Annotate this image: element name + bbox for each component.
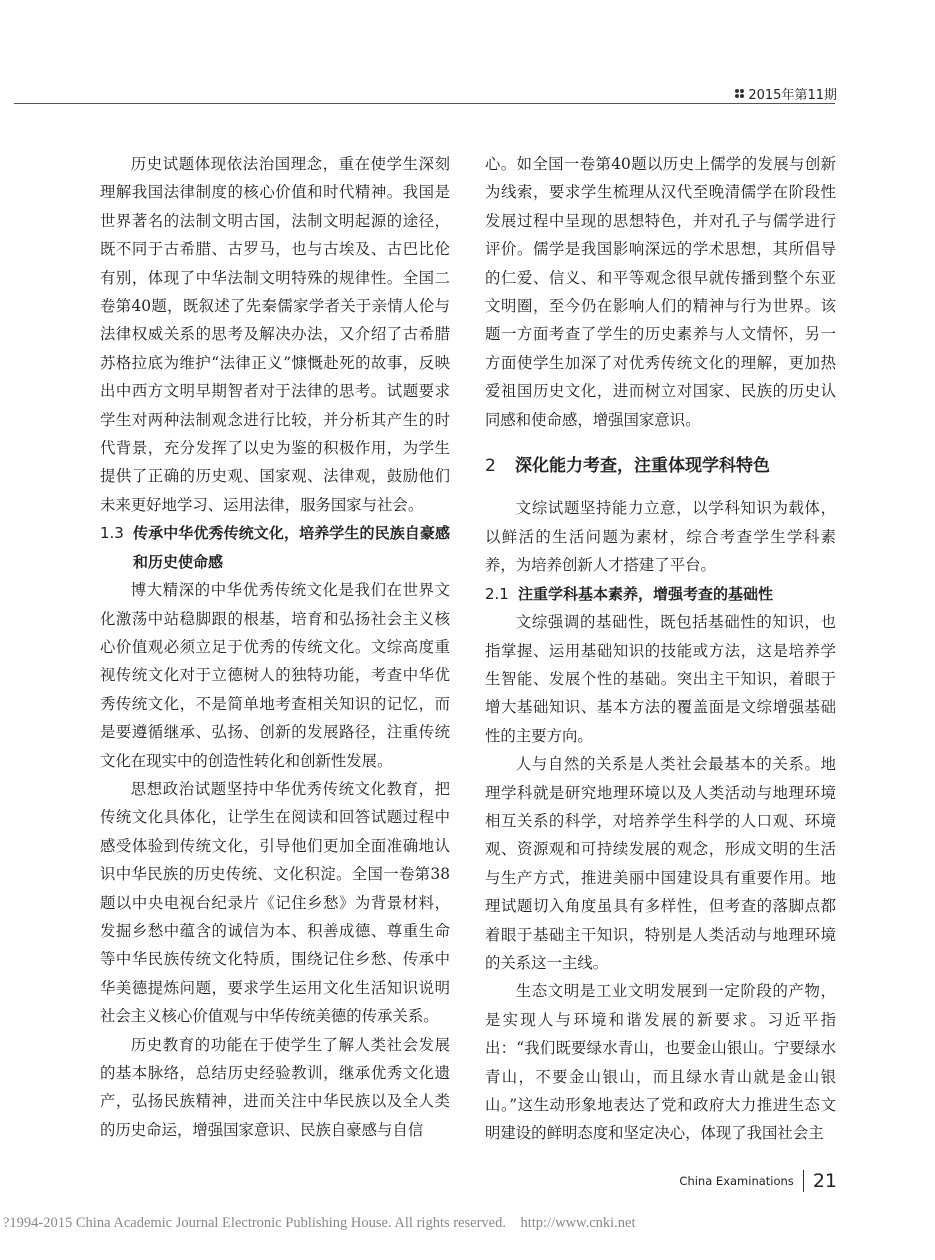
heading-number: 2: [485, 456, 496, 477]
subsection-heading-2-1: [485, 580, 836, 608]
header-rule: [14, 103, 835, 104]
left-column: [100, 150, 450, 1144]
section-heading-2: [485, 452, 836, 480]
heading-number: 2.1: [485, 584, 509, 603]
heading-title: 注重学科基本素养，增强考查的基础性: [518, 584, 774, 603]
page-footer: [679, 1170, 837, 1192]
right-column: [485, 150, 836, 1148]
copyright-notice: ?1994-2015 China Academic Journal Electronic Publishing House. All rights reserved. http://www.cnki.net: [3, 1215, 636, 1231]
paragraph: 历史试题体现依法治国理念，重在使学生深刻理解我国法律制度的核心价值和时代精神。我国是世界著名的法制文明古国，法制文明起源的途径，既不同于古希腊、古罗马，也与古埃及、古巴比伦有别，体现了中华法制文明特殊的规律性。全国二卷第40题，既叙述了先秦儒家学者关于亲情人伦与法律权威关系的思考及解决办法，又介绍了古希腊苏格拉底为维护“法律正义”慷慨赴死的故事，反映出中西方文明早期智者对于法律的思考。试题要求学生对两种法制观念进行比较，并分析其产生的时代背景，充分发挥了以史为鉴的积极作用，为学生提供了正确的历史观、国家观、法律观，鼓励他们未来更好地学习、运用法律，服务国家与社会。: [100, 155, 450, 514]
paragraph: 思想政治试题坚持中华优秀传统文化教育，把传统文化具体化，让学生在阅读和回答试题过程中感受体验到传统文化，引导他们更加全面准确地认识中华民族的历史传统、文化积淀。全国一卷第38题以中央电视台纪录片《记住乡愁》为背景材料，发掘乡愁中蕴含的诚信为本、积善成德、尊重生命等中华民族传统文化特质，围绕记住乡愁、传承中华美德提炼问题，要求学生运用文化生活知识说明社会主义核心价值观与中华传统美德的传承关系。: [100, 779, 450, 1026]
paragraph: 生态文明是工业文明发展到一定阶段的产物，是实现人与环境和谐发展的新要求。习近平指出：“我们既要绿水青山，也要金山银山。宁要绿水青山，不要金山银山，而且绿水青山就是金山银山。”这生动形象地表达了党和政府大力推进生态文明建设的鲜明态度和坚定决心，体现了我国社会主: [485, 982, 836, 1143]
heading-title: 深化能力考查，注重体现学科特色: [515, 456, 770, 477]
paragraph: 文综试题坚持能力立意，以学科知识为载体，以鲜活的生活问题为素材，综合考查学生学科素养，为培养创新人才搭建了平台。: [485, 499, 836, 575]
heading-number: 1.3: [100, 524, 124, 543]
issue-label: [735, 84, 837, 103]
issue-text: 2015年第11期: [748, 88, 837, 103]
paragraph: 人与自然的关系是人类社会最基本的关系。地理学科就是研究地理环境以及人类活动与地理环境相互关系的科学，对培养学生科学的人口观、环境观、资源观和可持续发展的观念，形成文明的生活与生产方式，推进美丽中国建设具有重要作用。地理试题切入角度虽具有多样性，但考查的落脚点都着眼于基础主干知识，特别是人类活动与地理环境的关系这一主线。: [485, 755, 836, 972]
journal-name: China Examinations: [679, 1174, 794, 1188]
paragraph: 心。如全国一卷第40题以历史上儒学的发展与创新为线索，要求学生梳理从汉代至晚清儒学在阶段性发展过程中呈现的思想特色，并对孔子与儒学进行评价。儒学是我国影响深远的学术思想，其所倡导的仁爱、信义、和平等观念很早就传播到整个东亚文明圈，至今仍在影响人们的精神与行为世界。该题一方面考查了学生的历史素养与人文情怀，另一方面使学生加深了对优秀传统文化的理解，更加热爱祖国历史文化，进而树立对国家、民族的历史认同感和使命感，增强国家意识。: [485, 155, 836, 429]
subsection-heading-1-3: [100, 519, 450, 576]
dots-icon: [735, 89, 744, 98]
heading-title: 传承中华优秀传统文化，培养学生的民族自豪感和历史使命感: [133, 524, 450, 571]
footer-divider: [803, 1170, 804, 1192]
page-number: 21: [812, 1170, 837, 1192]
paragraph: 博大精深的中华优秀传统文化是我们在世界文化激荡中站稳脚跟的根基，培育和弘扬社会主义核心价值观必须立足于优秀的传统文化。文综高度重视传统文化对于立德树人的独特功能，考查中华优秀传统文化，不是简单地考查相关知识的记忆，而是要遵循继承、弘扬、创新的发展路径，注重传统文化在现实中的创造性转化和创新性发展。: [100, 581, 450, 770]
paragraph: 文综强调的基础性，既包括基础性的知识，也指掌握、运用基础知识的技能或方法，这是培养学生智能、发展个性的基础。突出主干知识，着眼于增大基础知识、基本方法的覆盖面是文综增强基础性的主要方向。: [485, 613, 836, 745]
paragraph: 历史教育的功能在于使学生了解人类社会发展的基本脉络，总结历史经验教训，继承优秀文化遗产，弘扬民族精神，进而关注中华民族以及全人类的历史命运，增强国家意识、民族自豪感与自信: [100, 1035, 450, 1139]
